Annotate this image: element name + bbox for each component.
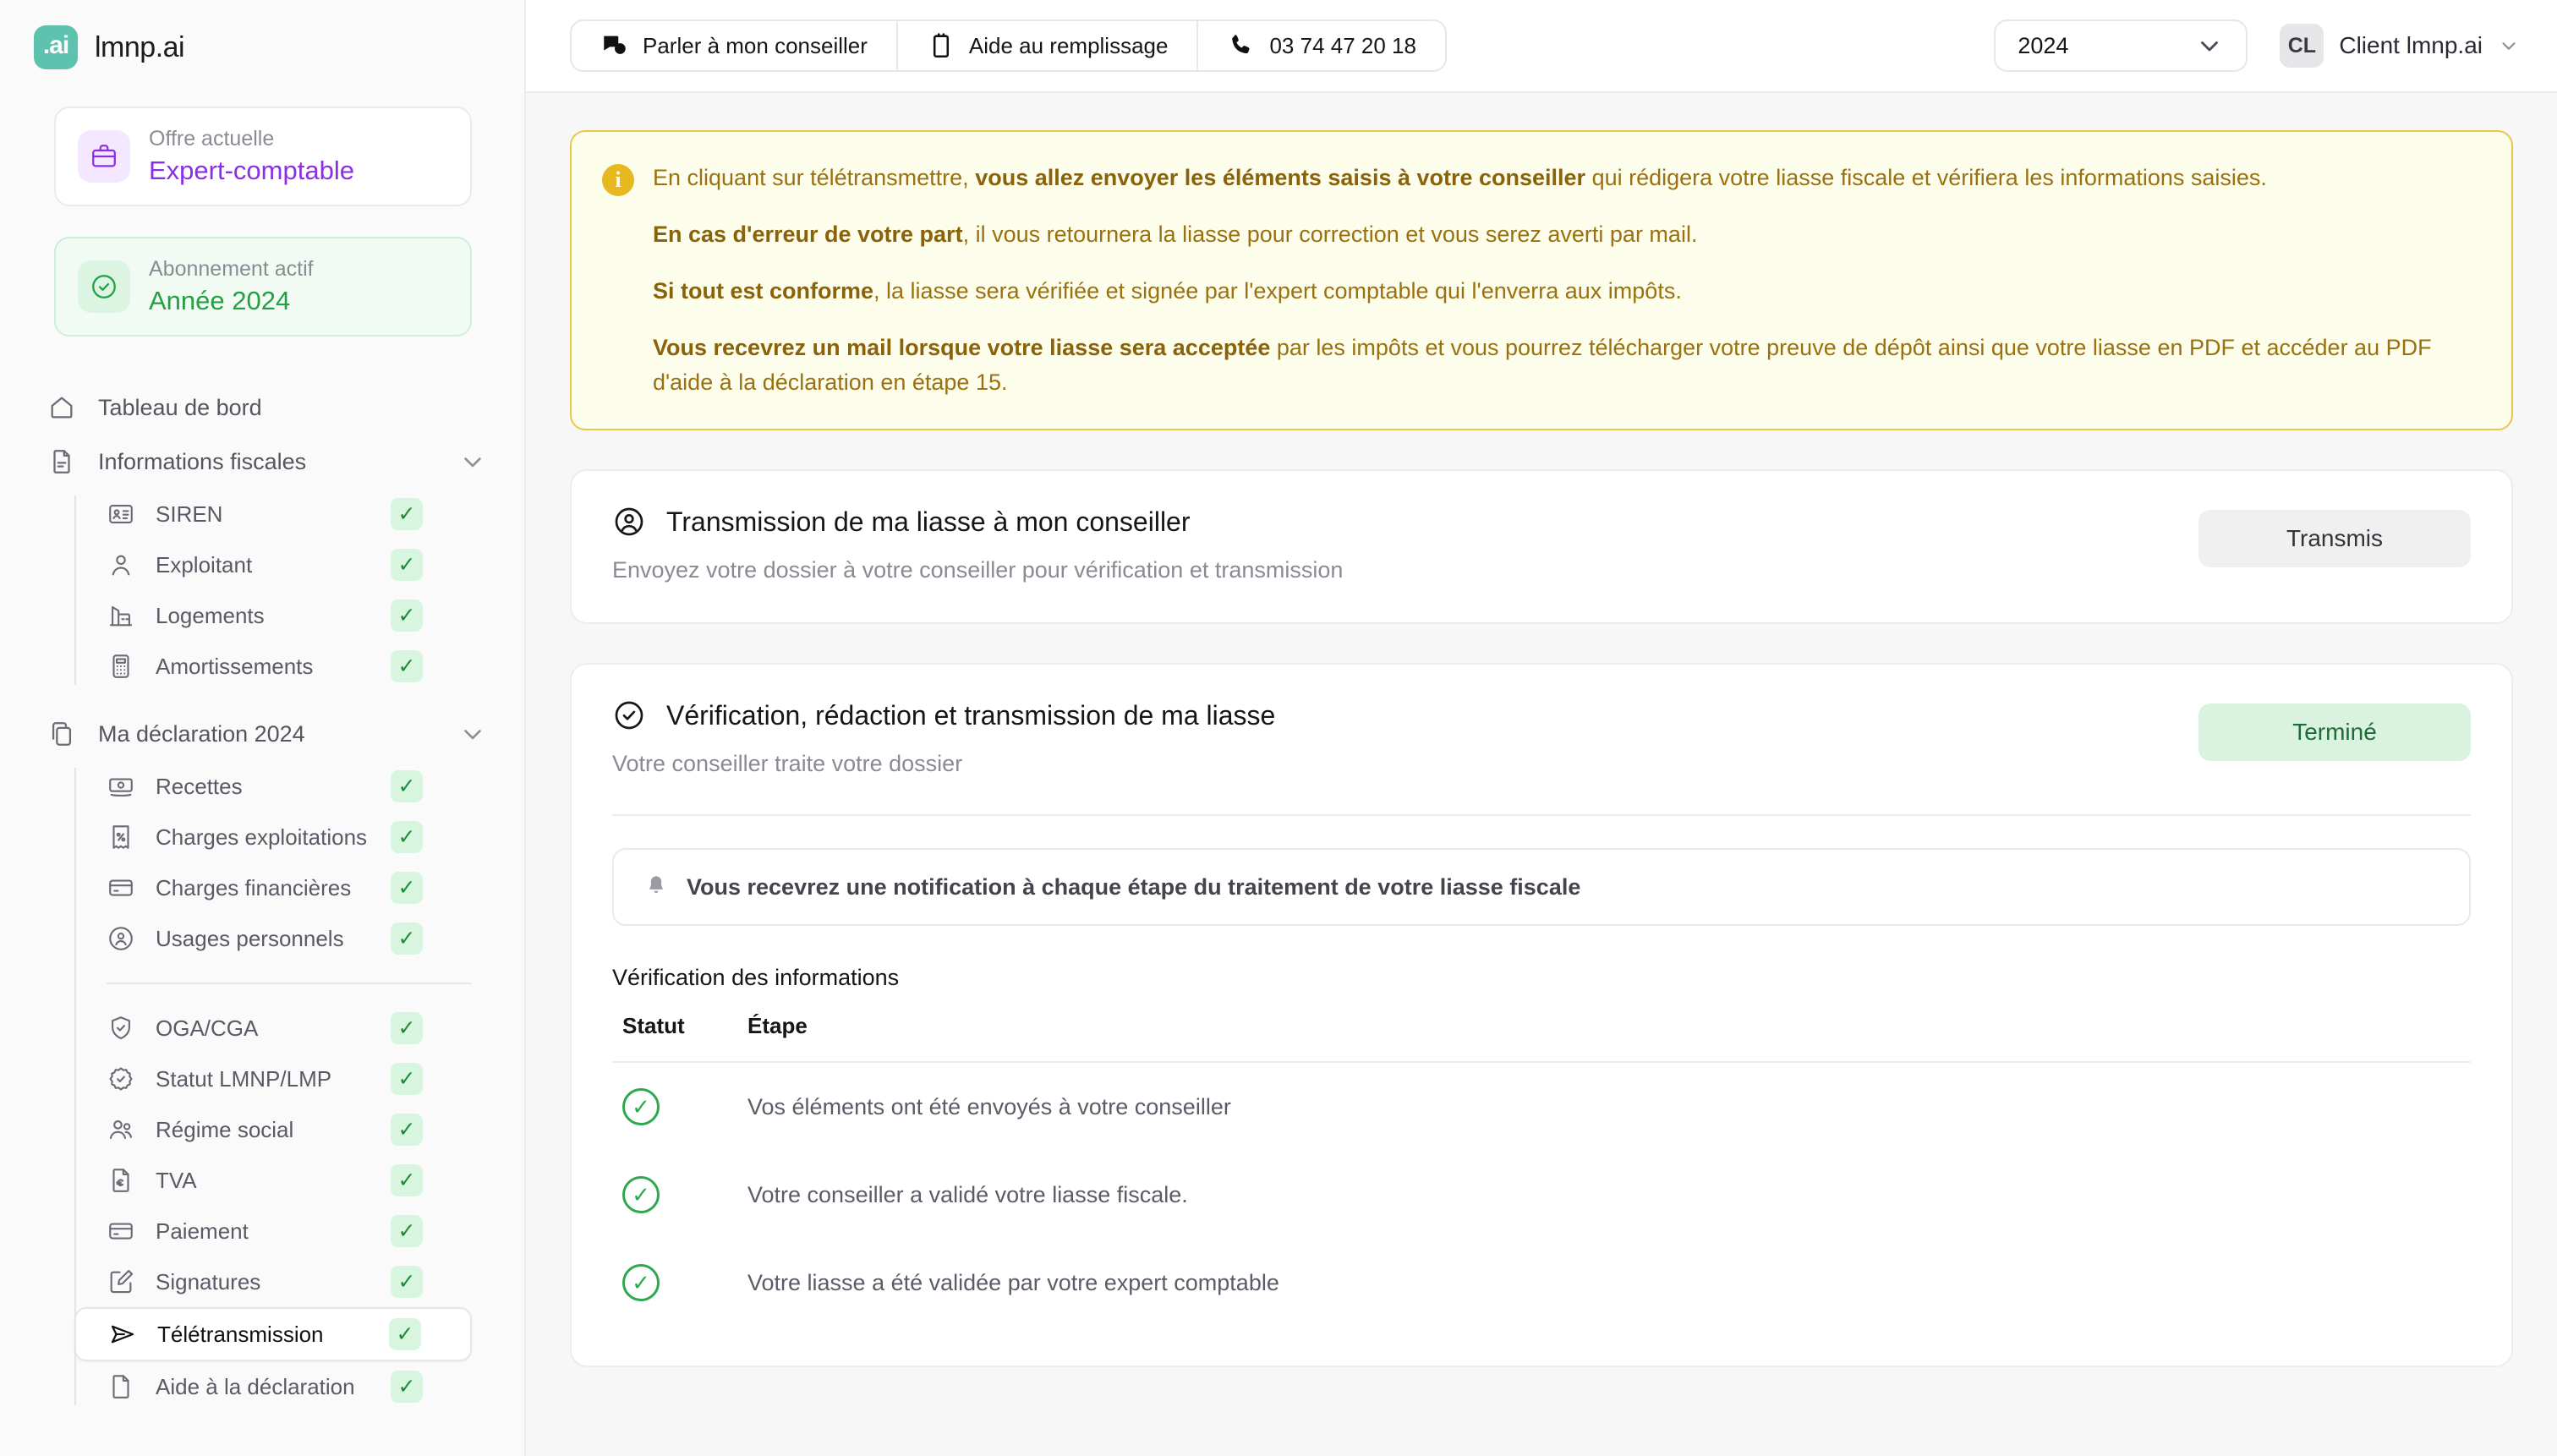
phone-number-button[interactable] xyxy=(1198,21,1445,70)
table-row xyxy=(612,1239,2471,1327)
sidebar-item-regime-social[interactable] xyxy=(74,1104,472,1155)
document-icon xyxy=(107,1372,135,1401)
sidebar-item-teletransmission-label: Télétransmission xyxy=(157,1321,324,1347)
briefcase-icon xyxy=(78,130,130,183)
sidebar-item-dashboard[interactable] xyxy=(0,380,524,435)
table-row xyxy=(612,1062,2471,1151)
status-badge: ✓ xyxy=(391,821,423,853)
status-badge: ✓ xyxy=(391,1114,423,1146)
steps-table-header-step: Étape xyxy=(747,1013,808,1038)
sidebar-item-amortissements-label: Amortissements xyxy=(156,653,314,679)
sidebar-group-informations-fiscales-label: Informations fiscales xyxy=(98,448,307,474)
panel-divider xyxy=(612,814,2471,816)
sidebar-item-aide-declaration-label: Aide à la déclaration xyxy=(156,1373,355,1399)
steps-table xyxy=(612,1013,2471,1327)
verification-panel xyxy=(570,663,2513,1367)
avatar: CL xyxy=(2280,24,2324,68)
status-badge: ✓ xyxy=(391,650,423,682)
sidebar-item-aide-declaration[interactable] xyxy=(74,1361,472,1412)
sidebar-item-teletransmission[interactable] xyxy=(74,1307,472,1361)
chevron-down-icon xyxy=(2498,35,2520,57)
offer-card-label: Offre actuelle xyxy=(149,127,275,151)
step-label-cell: Vos éléments ont été envoyés à votre conseiller xyxy=(747,1093,1231,1119)
sidebar-item-tva-label: TVA xyxy=(156,1167,197,1193)
phone-icon xyxy=(1227,31,1256,60)
status-badge: ✓ xyxy=(389,1318,421,1350)
sidebar-item-paiement-label: Paiement xyxy=(156,1218,249,1244)
status-badge: ✓ xyxy=(391,599,423,632)
steps-table-header-status: Statut xyxy=(622,1013,685,1038)
verification-panel-text xyxy=(612,698,2198,777)
sidebar-item-oga-cga-label: OGA/CGA xyxy=(156,1015,259,1041)
status-badge: ✓ xyxy=(391,770,423,802)
sidebar-nav xyxy=(0,380,524,1412)
year-select[interactable] xyxy=(1994,19,2248,72)
sidebar-item-siren[interactable] xyxy=(74,489,472,539)
status-badge: ✓ xyxy=(391,1063,423,1095)
check-circle-icon: ✓ xyxy=(622,1088,660,1125)
building-icon xyxy=(107,601,135,630)
filling-help-label: Aide au remplissage xyxy=(968,32,1169,58)
sidebar-item-statut-lmnp-lmp-label: Statut LMNP/LMP xyxy=(156,1065,332,1092)
sidebar-item-signatures-label: Signatures xyxy=(156,1268,261,1295)
sidebar-item-oga-cga[interactable] xyxy=(74,1003,472,1054)
brand-name: lmnp.ai xyxy=(95,30,185,63)
sidebar-item-signatures[interactable] xyxy=(74,1256,472,1307)
sidebar-group-informations-fiscales xyxy=(0,435,524,692)
user-menu[interactable] xyxy=(2280,24,2520,68)
check-circle-icon: ✓ xyxy=(622,1176,660,1213)
status-badge: ✓ xyxy=(391,1266,423,1298)
transmission-panel-subtitle: Envoyez votre dossier à votre conseiller pour vérification et transmission xyxy=(612,557,1344,583)
sidebar-group-informations-fiscales-header[interactable] xyxy=(0,435,524,489)
verification-panel-subtitle: Votre conseiller traite votre dossier xyxy=(612,751,963,776)
info-alert-paragraph: Si tout est conforme, la liasse sera vérifiée et signée par l'expert comptable qui l'enverra aux impôts. xyxy=(653,278,1682,304)
verification-panel-title: Vérification, rédaction et transmission de ma liasse xyxy=(666,699,1276,731)
home-icon xyxy=(47,393,76,422)
sidebar-item-amortissements[interactable] xyxy=(74,641,472,692)
verification-panel-title-row xyxy=(612,698,2198,732)
chevron-down-icon xyxy=(2195,31,2224,60)
sidebar xyxy=(0,0,526,1456)
transmission-panel-head xyxy=(612,505,2471,583)
topbar-action-group xyxy=(570,19,1447,72)
sidebar-item-charges-exploitations-label: Charges exploitations xyxy=(156,824,368,850)
filling-help-button[interactable] xyxy=(898,21,1199,70)
subscription-card-label: Abonnement actif xyxy=(149,257,314,281)
sidebar-item-logements-label: Logements xyxy=(156,602,265,628)
document-euro-icon xyxy=(107,1166,135,1195)
sidebar-divider xyxy=(107,983,472,984)
clipboard-icon xyxy=(927,31,955,60)
verification-status-badge: Terminé xyxy=(2198,703,2471,761)
info-alert xyxy=(570,130,2513,430)
sidebar-item-exploitant[interactable] xyxy=(74,539,472,590)
sidebar-item-statut-lmnp-lmp[interactable] xyxy=(74,1054,472,1104)
verification-panel-head xyxy=(612,698,2471,777)
sidebar-group-ma-declaration-header[interactable] xyxy=(0,707,524,761)
info-alert-paragraph: En cliquant sur télétransmettre, vous allez envoyer les éléments saisis à votre conseiller qui rédigera votre liasse fiscale et vérifiera les informations saisies. xyxy=(653,165,2267,190)
status-badge: ✓ xyxy=(391,1215,423,1247)
pen-square-icon xyxy=(107,1267,135,1296)
chevron-down-icon[interactable] xyxy=(458,720,487,748)
sidebar-item-charges-financieres[interactable] xyxy=(74,862,472,913)
send-icon xyxy=(108,1320,137,1349)
sidebar-item-dashboard-label: Tableau de bord xyxy=(98,394,262,420)
badge-check-icon xyxy=(107,1065,135,1093)
steps-table-header-row xyxy=(612,1013,2471,1062)
step-status-cell xyxy=(612,1239,747,1327)
bell-icon xyxy=(643,873,670,900)
status-badge: ✓ xyxy=(391,1012,423,1044)
transmission-panel-title-row xyxy=(612,505,2198,539)
users-icon xyxy=(107,1115,135,1144)
sidebar-item-usages-personnels-label: Usages personnels xyxy=(156,925,344,951)
sidebar-sublist-ma-declaration xyxy=(74,761,524,1412)
banknote-icon xyxy=(107,772,135,801)
sidebar-group-ma-declaration-label: Ma déclaration 2024 xyxy=(98,720,305,747)
info-alert-body xyxy=(653,161,2478,400)
info-alert-paragraph: Vous recevrez un mail lorsque votre liasse sera acceptée par les impôts et vous pourrez télécharger votre preuve de dépôt ainsi que votre liasse en PDF et accéder au PDF d'aide à la déclaration en étape 15. xyxy=(653,335,2432,395)
steps-table-body xyxy=(612,1062,2471,1327)
check-circle-icon xyxy=(78,260,130,313)
sidebar-item-charges-exploitations[interactable] xyxy=(74,812,472,862)
user-circle-icon xyxy=(612,505,646,539)
id-card-icon xyxy=(107,500,135,528)
notification-notice-text: Vous recevrez une notification à chaque étape du traitement de votre liasse fiscale xyxy=(687,873,1581,900)
talk-to-advisor-button[interactable] xyxy=(572,21,898,70)
status-badge: ✓ xyxy=(391,922,423,955)
offer-card[interactable] xyxy=(54,107,472,206)
status-badge: ✓ xyxy=(391,549,423,581)
credit-card-icon xyxy=(107,1217,135,1245)
credit-card-icon xyxy=(107,873,135,902)
subscription-card-value: Année 2024 xyxy=(149,286,291,315)
sidebar-sublist-informations-fiscales xyxy=(74,489,524,692)
receipt-percent-icon xyxy=(107,823,135,851)
offer-card-value: Expert-comptable xyxy=(149,156,354,185)
transmission-panel-text xyxy=(612,505,2198,583)
user-icon xyxy=(107,550,135,579)
copy-icon xyxy=(47,720,76,748)
talk-to-advisor-label: Parler à mon conseiller xyxy=(643,32,868,58)
lmnp-logo-icon: .ai xyxy=(34,25,78,69)
chat-bubbles-icon xyxy=(600,31,629,60)
status-badge: ✓ xyxy=(391,872,423,904)
calculator-icon xyxy=(107,652,135,681)
step-status-cell xyxy=(612,1062,747,1151)
status-badge: ✓ xyxy=(391,1371,423,1403)
step-status-cell xyxy=(612,1151,747,1239)
page-title: Transmission de ma liasse à mon conseiller xyxy=(666,506,1191,537)
status-badge: ✓ xyxy=(391,1164,423,1196)
check-circle-icon: ✓ xyxy=(622,1264,660,1301)
transmission-panel xyxy=(570,469,2513,624)
step-label-cell: Votre liasse a été validée par votre expert comptable xyxy=(747,1269,1279,1295)
sidebar-group-ma-declaration xyxy=(0,707,524,1412)
shield-check-icon xyxy=(107,1014,135,1043)
info-alert-paragraph: En cas d'erreur de votre part, il vous retournera la liasse pour correction et vous serez averti par mail. xyxy=(653,222,1698,247)
sidebar-item-tva[interactable] xyxy=(74,1155,472,1206)
info-icon: i xyxy=(602,164,634,196)
sidebar-item-paiement[interactable] xyxy=(74,1206,472,1256)
content-scroll xyxy=(526,93,2557,1456)
notification-notice xyxy=(612,848,2471,926)
main-area xyxy=(526,0,2557,1456)
status-badge: ✓ xyxy=(391,498,423,530)
steps-table-head xyxy=(612,1013,2471,1062)
sidebar-item-siren-label: SIREN xyxy=(156,501,223,527)
verification-section-title: Vérification des informations xyxy=(612,965,900,990)
table-row xyxy=(612,1151,2471,1239)
sidebar-item-logements[interactable] xyxy=(74,590,472,641)
sidebar-item-recettes[interactable] xyxy=(74,761,472,812)
chevron-down-icon[interactable] xyxy=(458,447,487,476)
topbar xyxy=(526,0,2557,93)
document-icon xyxy=(47,447,76,476)
user-name: Client lmnp.ai xyxy=(2339,32,2483,58)
sidebar-item-charges-financieres-label: Charges financières xyxy=(156,874,352,900)
subscription-card[interactable] xyxy=(54,237,472,337)
sidebar-item-exploitant-label: Exploitant xyxy=(156,551,253,577)
sidebar-item-regime-social-label: Régime social xyxy=(156,1116,294,1142)
check-circle-icon xyxy=(612,698,646,732)
year-select-value: 2024 xyxy=(2018,32,2069,58)
step-label-cell: Votre conseiller a validé votre liasse fiscale. xyxy=(747,1181,1188,1207)
transmission-status-badge: Transmis xyxy=(2198,510,2471,567)
sidebar-item-usages-personnels[interactable] xyxy=(74,913,472,964)
phone-number-label: 03 74 47 20 18 xyxy=(1269,32,1416,58)
user-pin-icon xyxy=(107,924,135,953)
brand[interactable] xyxy=(0,0,524,69)
sidebar-item-recettes-label: Recettes xyxy=(156,773,243,799)
